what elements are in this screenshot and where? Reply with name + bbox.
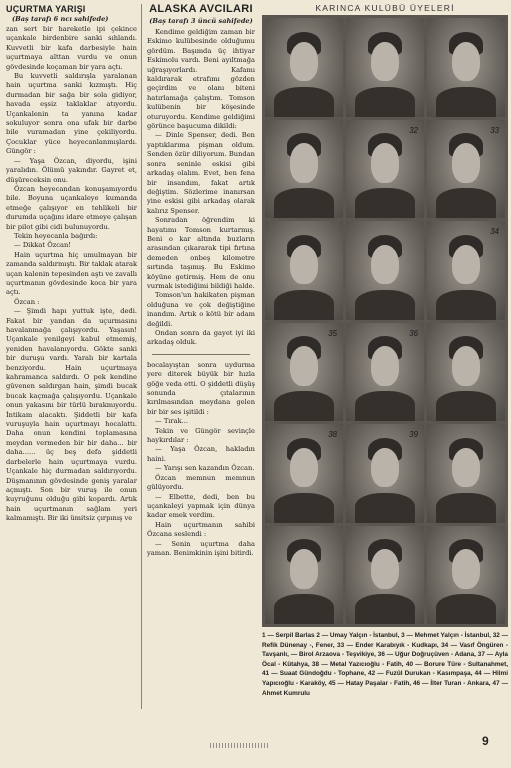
column-ucurtma-yarisi [6, 4, 137, 709]
paragraph: Hain uçurtmanın sahibi Özcana seslendi : [147, 520, 255, 539]
portrait-shoulders [274, 594, 333, 624]
paragraph: — Yaşa Özcan, diyordu, işini yaralıdın. Ölümü yakındır. Gayret et, düşüreceksin onu. [6, 156, 137, 184]
paragraph: Özcan : [14, 297, 40, 306]
member-portrait [265, 424, 343, 523]
portrait-number: 39 [409, 430, 418, 439]
page-number: 9 [482, 734, 489, 748]
portrait-face [371, 42, 399, 81]
portrait-number: 35 [328, 328, 337, 338]
portrait-number: 36 [409, 328, 418, 338]
article-body-continued [147, 361, 255, 559]
member-portrait [265, 18, 343, 117]
member-portrait [427, 526, 505, 625]
portrait-shoulders [436, 391, 495, 421]
portrait-face [452, 245, 480, 284]
portrait-number: 38 [328, 430, 337, 439]
portrait-number: 33 [490, 125, 499, 135]
portrait-face [371, 245, 399, 284]
member-portrait [265, 221, 343, 320]
portrait-face [371, 346, 399, 385]
portrait-shoulders [274, 87, 333, 117]
paragraph: Hain uçurtma hiç umulmayan bir zamanda saldırmıştı. Bir taklak atarak uçan kalenin tepesinden aştı ve zavallı uçurtmanın gövdesinde koca bir yara açtı. [6, 250, 137, 297]
portrait-shoulders [274, 188, 333, 218]
portrait-shoulders [355, 594, 414, 624]
paragraph: — Dikkat Özcan! [14, 241, 71, 250]
paragraph: — Şimdi hapı yuttuk işte, dedi. Fakat bir yandan da uçurmasını havalanmağa çalışıyordu. Yaşasın! Uçankale yenilgeyi kabul etmemiş, yeniden havalanıyordu. Gökte sanki bir duruşu vardı. Yaralı bir kartala benziyordu. Hain uçurtmaya kahramanca saldırdı. O pek kendine güvenen saldırgan hain, şimdi bucak bucak kaçmağa çalışıyordu. Uçankale onun yakasını bir türlü bırakmıyordu. İntikam alacaktı. Şiddetli bir kafa vuruşuyla hain uçurtmayı hocalattı. Daha onun kendini toplamasına meydan vermeden bir bir daha... bir daha...... üç beş defa şiddetli darbelerle hain uçurtmaya vurdu. Uçankale hiç durmadan saldırıyordu. Düşmanının gövdesinde geniş yaralar açmıştı. Son bir vuruş ile onun kuyruğunu olduğu gibi kopardı. Artık hain uçurtmanın sağlam yeri kalmamıştı. Bir iki ümitsiz çırpınış ve [6, 307, 137, 523]
article-continuation-note: (Baş tarafı 6 ncı sahifede) [12, 15, 109, 23]
member-portrait [265, 526, 343, 625]
column-divider [141, 4, 142, 709]
portrait-shoulders [436, 493, 495, 523]
paragraph: bocalayıştan sonra uydurma yere diterek büyük bir hızla göğe veda etti. O şiddetli düşüş sonunda çıtalarının kırılmasından meydana gelen bir bir ses işitildi : [147, 360, 255, 416]
article-body [147, 28, 255, 348]
member-portrait [427, 18, 505, 117]
portrait-face [290, 42, 318, 81]
paragraph: — Senin uçurtma daha yaman. Benimkinin işini bitirdi. [147, 539, 255, 557]
portrait-face [452, 346, 480, 385]
paragraph: Kendime geldiğim zaman bir Eskimo kulübesinde olduğumu gördüm. Başımda üç ihtiyar Eskimolu vardı. Beni ayıltmağa uğraşıyorlardı. Kafamı kaldırarak etrafımı gözden geçirdim ve olanı biteni hatırlamağa çalıştım. Tomson kulübenin bir köşesinde oturuyordu. Kendime geldiğimi görünce başucuma dikildi: [147, 28, 255, 131]
portrait-shoulders [436, 188, 495, 218]
paragraph: — Yaşa Özcan, hakladın haini. [147, 445, 255, 463]
column-alaska-avcilari [147, 4, 255, 709]
portrait-face [371, 448, 399, 487]
paragraph: Tekin heyecanla bağırdı: [14, 231, 98, 240]
member-portrait [427, 424, 505, 523]
article-body [6, 25, 137, 524]
portrait-face [452, 549, 480, 588]
portrait-shoulders [436, 594, 495, 624]
paragraph: Bu kuvvetli saldırışla yaralanan hain uçurtma sanki kızmıştı. Hiç durmadan bir sağa bir sola gidiyor, havada eşsiz taklaklar atıyordu. Uçankalenin ta yanına kadar sokuluyor sonra ona ufak bir darbe bile vuramadan yine çekiliyordu. Çocuklar yüce heyecanlanmışlardı. Güngör : [6, 72, 137, 156]
portrait-shoulders [355, 493, 414, 523]
article-title: UÇURTMA YARIŞI [6, 4, 86, 14]
member-portrait [265, 120, 343, 219]
portrait-face [290, 346, 318, 385]
photo-panel-title: KARINCA KULÜBÜ ÜYELERİ [315, 3, 455, 13]
portrait-face [290, 448, 318, 487]
paragraph: Ondan sonra da gayet iyi iki arkadaş olduk. [147, 329, 255, 347]
member-portrait [427, 323, 505, 422]
member-portrait [346, 18, 424, 117]
portrait-face [452, 143, 480, 182]
portrait-shoulders [436, 290, 495, 320]
portrait-number: 32 [409, 125, 418, 135]
portrait-face [290, 245, 318, 284]
member-portrait [346, 120, 424, 219]
portrait-face [371, 549, 399, 588]
portrait-shoulders [436, 87, 495, 117]
paragraph: — Elbette, dedi, ben bu uçankaleyi yapmak için dünya kadar emek verdim. [147, 492, 255, 520]
member-portrait [346, 424, 424, 523]
portrait-face [290, 549, 318, 588]
member-portrait [346, 221, 424, 320]
portrait-face [371, 143, 399, 182]
photo-caption: 1 — Serpil Barlas 2 — Umay Yalçın - İstanbul, 3 — Mehmet Yalçın - İstanbul, 32 — Refik Dünenay -, Fener, 33 — Ender Karabıyık - Kudkapı, 34 — Vasıf Öngüren - Tavşanlı, — Birol Arzaova - Teşvikiye, 36 — Uğur Doğruçüven - Adana, 37 — Ayla Öcal - Kütahya, 38 — Metal Yazıcıoğlu - Fatih, 40 — Borure Türe - Sultanahmet, 41 — Suaat Gündoğdu - Tophane, 42 — Fuzül Durukan - Kasımpaşa, 44 — Hilmi Yapıcıoğlu - Karaköy, 45 — Hatay Paşalar - Fatih, 46 — İlter Turan - Ankara, 47 — Ahmet Kumrulu [262, 632, 508, 697]
article-title: ALASKA AVCILARI [149, 4, 253, 15]
paragraph: — Tırak... [155, 417, 189, 426]
paragraph: Sonradan öğrendim ki hayatımı Tomson kurtarmış. Beni o kar altında buzların arasından çıkararak tipi fırtına demeden onbeş kilometre sırtında taşımış. Bu Eskimo köyüne getirmiş. Hem de onu vurmak istediğimi bildiği halde. [147, 216, 255, 290]
portrait-number: 34 [490, 227, 499, 236]
portrait-shoulders [355, 391, 414, 421]
portrait-face [452, 448, 480, 487]
member-portrait [265, 323, 343, 422]
portrait-shoulders [274, 290, 333, 320]
portrait-shoulders [274, 391, 333, 421]
portrait-face [452, 42, 480, 81]
member-photo-grid [262, 15, 508, 627]
paragraph: Tomson'un hakikaten pişman olduğuna ve çok değiştiğine inandım. Artık o kötü bir adam değildi. [147, 291, 255, 328]
section-divider [152, 354, 249, 355]
portrait-shoulders [355, 87, 414, 117]
paragraph: Özcan heyecandan konuşamıyordu bile. Boyuna uçankaleye kumanda etmeğe çalışıyor en tehlikeli bir durumda uçağını idare etmeye çalışan bir pilot gibi cidi bulunuyordu. [6, 184, 137, 231]
member-portrait [427, 120, 505, 219]
portrait-shoulders [355, 290, 414, 320]
member-portrait [427, 221, 505, 320]
paragraph: Tekin ve Güngör sevinçle haykırdılar : [147, 426, 255, 445]
member-portrait [346, 526, 424, 625]
portrait-face [290, 143, 318, 182]
paragraph: Özcan memnun memnun gülüyordu. [147, 473, 255, 492]
paragraph: — Dinle Spenser, dedi. Ben yaptıklarıma pişman oldum. Senden özür diliyorum. Bundan sonra seninle eskisi gibi arkadaş olalım. Evet, ben fena bir insandım, fakat artık değiştim. Sözlerime inanırsan yine eskisi gibi arkadaş olarak kalırız Spenser. [147, 131, 255, 215]
article-continuation-note: (Baş tarafı 3 üncü sahifede) [149, 17, 253, 25]
paragraph: zan sert bir hareketle ipi çekince uçankale birdenbire sanki sıhlandı. Kuvvetli bir kafa darbesiyle hain uçurtmaya alttan vurdu ve onun gövdesinde koçaman bir yara açtı. [6, 25, 137, 71]
portrait-shoulders [274, 493, 333, 523]
print-registration-marks [210, 743, 270, 748]
member-portrait [346, 323, 424, 422]
paragraph: — Yarışı sen kazandın Özcan. [155, 464, 255, 473]
portrait-shoulders [355, 188, 414, 218]
